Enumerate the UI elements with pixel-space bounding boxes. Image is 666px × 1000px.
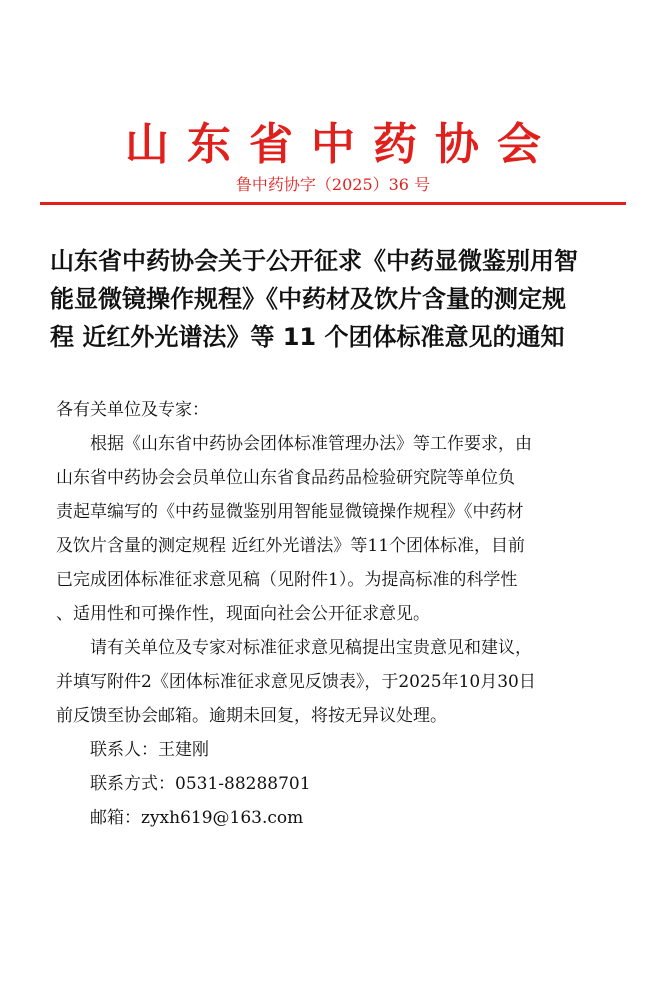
paragraph-line: 责起草编写的《中药显微鉴别用智能显微镜操作规程》《中药材 <box>56 502 524 522</box>
title-line: 程 近红外光谱法》等 11 个团体标准意见的通知 <box>50 323 565 351</box>
contact-person: 联系人：王建刚 <box>90 740 209 760</box>
paragraph-line: 前反馈至协会邮箱。逾期未回复，将按无异议处理。 <box>56 706 447 726</box>
contact-phone: 联系方式：0531-88288701 <box>90 774 311 794</box>
paragraph-line: 请有关单位及专家对标准征求意见稿提出宝贵意见和建议， <box>90 638 532 658</box>
paragraph-line: 根据《山东省中药协会团体标准管理办法》等工作要求，由 <box>90 434 532 454</box>
organization-header: 山东省中药协会 <box>125 119 559 170</box>
title-line: 山东省中药协会关于公开征求《中药显微鉴别用智 <box>50 247 578 275</box>
notice-body <box>56 393 616 835</box>
paragraph-line: 、适用性和可操作性，现面向社会公开征求意见。 <box>56 604 430 624</box>
paragraph-line: 已完成团体标准征求意见稿（见附件1）。为提高标准的科学性 <box>56 570 518 590</box>
paragraph-line: 山东省中药协会会员单位山东省食品药品检验研究院等单位负 <box>56 468 515 488</box>
notice-title <box>50 242 620 356</box>
document-number: 鲁中药协字（2025）36 号 <box>235 175 431 194</box>
paragraph-line: 并填写附件2《团体标准征求意见反馈表》，于2025年10月30日 <box>56 672 536 692</box>
contact-email: 邮箱：zyxh619@163.com <box>90 808 304 828</box>
paragraph-line: 及饮片含量的测定规程 近红外光谱法》等11个团体标准，目前 <box>56 536 526 556</box>
header-divider <box>40 202 626 205</box>
title-line: 能显微镜操作规程》《中药材及饮片含量的测定规 <box>50 285 566 313</box>
salutation: 各有关单位及专家： <box>56 400 209 420</box>
